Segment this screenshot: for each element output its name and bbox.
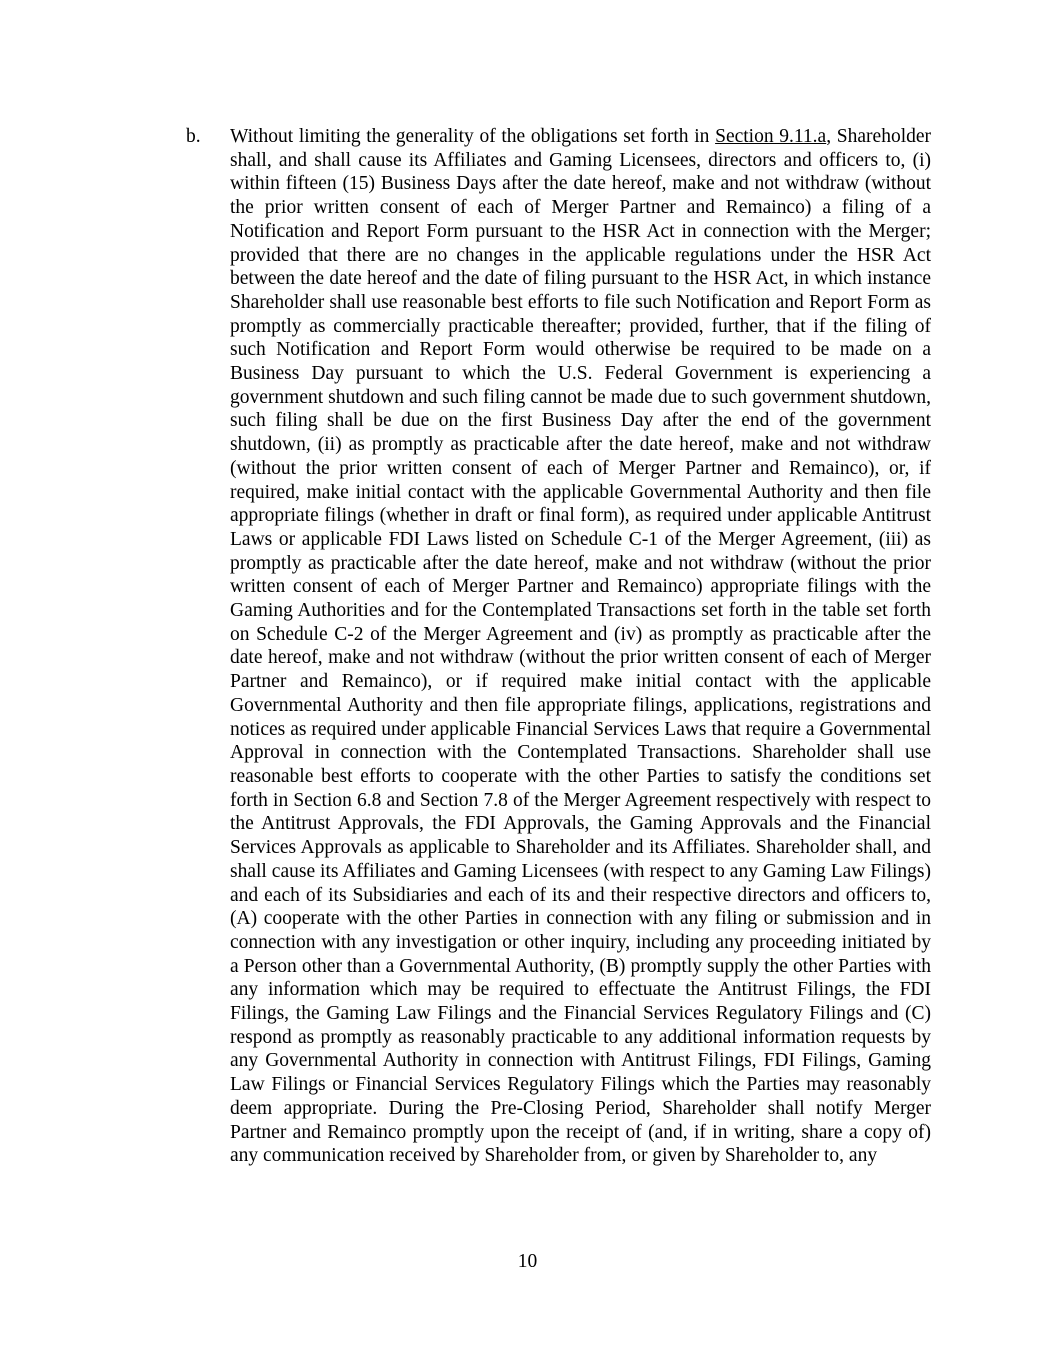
page-number: 10 (517, 1251, 538, 1272)
paragraph-body (230, 125, 931, 1168)
list-item-marker: b. (186, 126, 201, 147)
section-reference: Section 9.11.a (715, 126, 827, 147)
paragraph-intro: Without limiting the generality of the obligations set forth in (230, 126, 716, 147)
paragraph-text: , Shareholder shall, and shall cause its Affiliates and Gaming Licensees, directors and officers to, (i) within fifteen (15) Business Days after the date hereof, make and not withdraw (without the prior written consent of each of Merger Partner and Remainco) a filing of a Notification and Report Form pursuant to the HSR Act in connection with the Merger; provided that there are no changes in the applicable regulations under the HSR Act between the date hereof and the date of filing pursuant to the HSR Act, in which instance Shareholder shall use reasonable best efforts to file such Notification and Report Form as promptly as commercially practicable thereafter; provided, further, that if the filing of such Notification and Report Form would otherwise be required to be made on a Business Day pursuant to which the U.S. Federal Government is experiencing a government shutdown and such filing cannot be made due to such government shutdown, such filing shall be due on the first Business Day after the end of the government shutdown, (ii) as promptly as practicable after the date hereof, make and not withdraw (without the prior written consent of each of Merger Partner and Remainco), or, if required, make initial contact with the applicable Governmental Authority and then file appropriate filings (whether in draft or final form), as required under applicable Antitrust Laws or applicable FDI Laws listed on Schedule C-1 of the Merger Agreement, (iii) as promptly as practicable after the date hereof, make and not withdraw (without the prior written consent of each of Merger Partner and Remainco) appropriate filings with the Gaming Authorities and for the Contemplated Transactions set forth in the table set forth on Schedule C-2 of the Merger Agreement and (iv) as promptly as practicable after the date hereof, make and not withdraw (without the prior written consent of each of Merger Partner and Remainco), or if required make initial contact with the applicable Governmental Authority and then file appropriate filings, applications, registrations and notices as required under applicable Financial Services Laws that require a Governmental Approval in connection with the Contemplated Transactions. Shareholder shall use reasonable best efforts to cooperate with the other Parties to satisfy the conditions set forth in Section 6.8 and Section 7.8 of the Merger Agreement respectively with respect to the Antitrust Approvals, the FDI Approvals, the Gaming Approvals and the Financial Services Approvals as applicable to Shareholder and its Affiliates. Shareholder shall, and shall cause its Affiliates and Gaming Licensees (with respect to any Gaming Law Filings) and each of its Subsidiaries and each of its and their respective directors and officers to, (A) cooperate with the other Parties in connection with any filing or submission and in connection with any investigation or other inquiry, including any proceeding initiated by a Person other than a Governmental Authority, (B) promptly supply the other Parties with any information which may be required to effectuate the Antitrust Filings, the FDI Filings, the Gaming Law Filings and the Financial Services Regulatory Filings and (C) respond as promptly as reasonably practicable to any additional information requests by any Governmental Authority in connection with Antitrust Filings, FDI Filings, Gaming Law Filings or Financial Services Regulatory Filings which the Parties may reasonably deem appropriate. During the Pre-Closing Period, Shareholder shall notify Merger Partner and Remainco promptly upon the receipt of (and, if in writing, share a copy of) any communication received by Shareholder from, or given by Shareholder to, any (230, 126, 932, 1167)
